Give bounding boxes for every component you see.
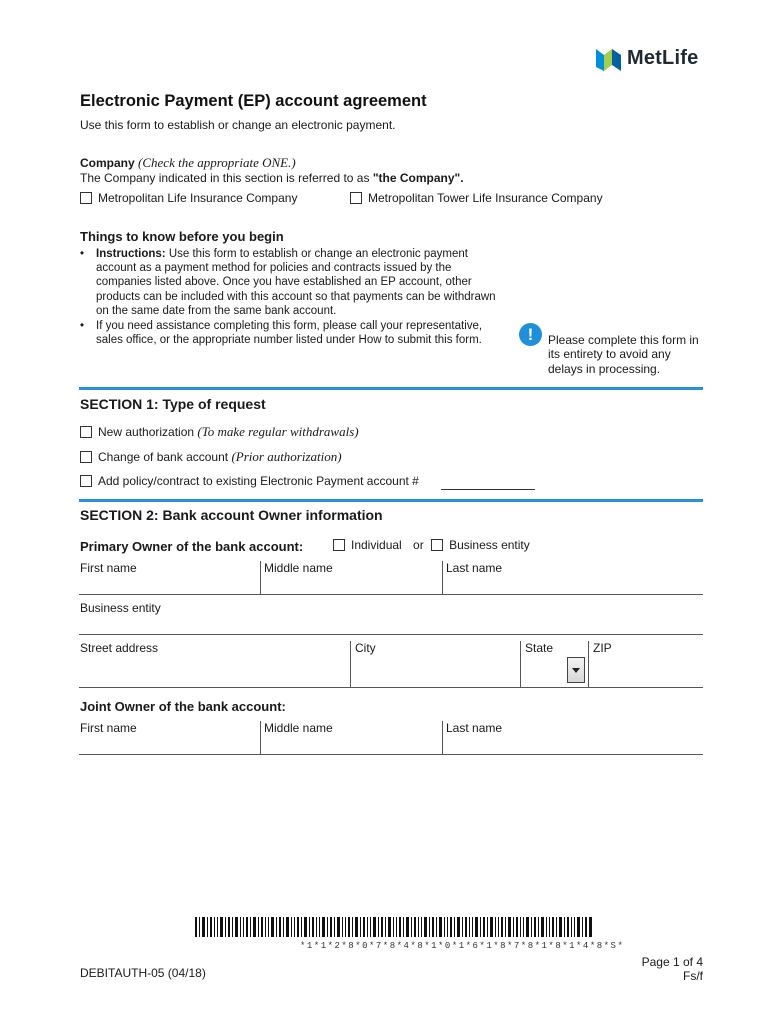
account-number-field[interactable] [441,489,535,490]
field-divider [442,561,443,595]
business-entity-field-line[interactable] [79,634,703,635]
metlife-logo [596,44,698,72]
field-divider [520,641,521,688]
state-label: State [525,641,554,655]
joint-name-field-line[interactable] [79,754,703,755]
option-label: Business entity [449,538,530,552]
form-title: Electronic Payment (EP) account agreement [80,92,427,110]
name-field-line[interactable] [79,594,703,595]
or-label: or [413,538,424,552]
field-divider [260,721,261,755]
request-change-bank-account[interactable] [80,449,342,465]
joint-middle-name-label: Middle name [264,721,333,735]
request-add-policy[interactable] [80,474,419,488]
option-label: Individual [351,538,402,552]
notice-text: Please complete this form in its entirety to avoid any delays in processing. [548,333,699,376]
barcode-number: *1*1*2*8*0*7*8*4*8*1*0*1*6*1*8*7*8*1*8*1*4*8*S* [300,941,625,951]
state-dropdown-chevron-icon[interactable] [567,657,585,683]
primary-owner-heading: Primary Owner of the bank account: [80,539,304,554]
option-hint: (To make regular withdrawals) [197,424,359,439]
joint-last-name-label: Last name [446,721,503,735]
form-code: Fs/f [683,969,703,983]
barcode-icon [195,917,592,937]
street-address-label: Street address [80,641,159,655]
form-id: DEBITAUTH-05 (04/18) [80,966,206,980]
section1-heading: SECTION 1: Type of request [80,396,266,412]
instructions-list [80,247,500,348]
company-hint: (Check the appropriate ONE.) [138,155,296,170]
company-ref-text: The Company indicated in this section is referred to as [80,171,373,185]
option-label: Change of bank account [98,450,232,464]
metlife-logo-icon [596,45,621,71]
instructions-label: Instructions: [96,248,166,260]
owner-type-options [333,538,530,552]
option-label: Metropolitan Life Insurance Company [98,191,298,205]
section2-heading: SECTION 2: Bank account Owner information [80,507,383,523]
option-label: New authorization [98,425,198,439]
company-option-metropolitan-tower[interactable] [350,191,603,205]
last-name-label: Last name [446,561,503,575]
request-new-authorization[interactable] [80,424,359,440]
checkbox[interactable] [80,192,92,204]
instructions-text: Use this form to establish or change an electronic payment account as a payment method for policies and contracts issued by the companies listed above. Once you have established an EP account, other products can be included with this account so that payments can be withdrawn on the same date from the same bank account. [96,248,496,317]
owner-type-business-entity[interactable] [431,538,530,552]
things-heading: Things to know before you begin [80,229,284,244]
joint-owner-heading: Joint Owner of the bank account: [80,699,286,714]
option-hint: (Prior authorization) [231,449,342,464]
middle-name-label: Middle name [264,561,333,575]
checkbox[interactable] [431,539,443,551]
instructions-bullet [80,247,500,318]
owner-type-individual[interactable] [333,538,402,552]
company-label-text: Company [80,156,135,170]
option-label: Metropolitan Tower Life Insurance Company [368,191,603,205]
page-count: Page 1 of 4 [641,955,703,969]
checkbox[interactable] [80,475,92,487]
checkbox[interactable] [350,192,362,204]
logo-wordmark: MetLife [627,46,699,69]
section-divider [79,387,703,390]
field-divider [350,641,351,688]
business-entity-label: Business entity [80,601,161,615]
assistance-bullet [80,319,500,347]
field-divider [260,561,261,595]
checkbox[interactable] [80,426,92,438]
company-option-metropolitan-life[interactable] [80,191,297,205]
field-divider [588,641,589,688]
joint-first-name-label: First name [80,721,137,735]
company-ref-bold: "the Company". [372,171,464,185]
checkbox[interactable] [333,539,345,551]
company-reference [80,171,464,185]
checkbox[interactable] [80,451,92,463]
section-divider [79,499,703,502]
exclamation-icon: ! [519,323,542,346]
field-divider [442,721,443,755]
address-field-line[interactable] [79,687,703,688]
assistance-text: If you need assistance completing this form, please call your representative, sales office, or the appropriate number listed under How to submit this form. [96,320,483,347]
company-label [80,155,296,171]
first-name-label: First name [80,561,137,575]
zip-label: ZIP [593,641,612,655]
option-label: Add policy/contract to existing Electronic Payment account # [98,474,419,488]
city-label: City [355,641,376,655]
page-number [600,955,703,983]
form-subtitle: Use this form to establish or change an electronic payment. [80,118,396,132]
